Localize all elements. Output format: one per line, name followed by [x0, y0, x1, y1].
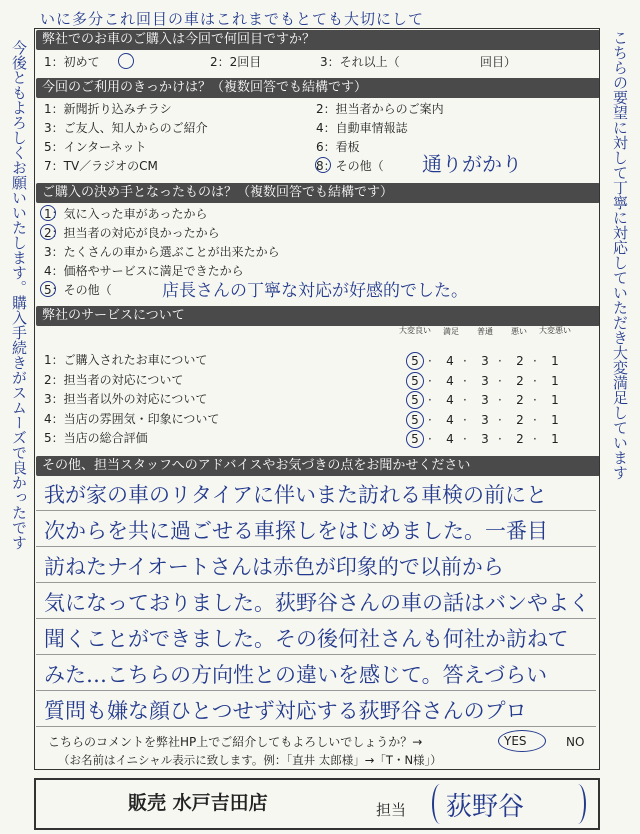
rating-option[interactable]: 4	[446, 393, 454, 407]
comment-line: 質問も嫌な顔ひとつせず対応する荻野谷さんのプロ	[44, 699, 527, 723]
q1-option-3[interactable]: 3：それ以上（	[320, 55, 400, 69]
consent-question: こちらのコメントを弊社HP上でご紹介してもよろしいでしょうか？→	[48, 735, 423, 749]
q2-option-3[interactable]: 3：ご友人、知人からのご紹介	[44, 121, 208, 135]
scale-separator: ·	[498, 432, 502, 446]
right-margin-handwritten-note: こちらの要望に対して丁寧に対応していただき大変満足しています	[611, 30, 629, 480]
scale-separator: ·	[428, 373, 432, 388]
q1-title: 弊社でのお車のご購入は今回で何回目ですか？	[36, 30, 600, 50]
rating-option[interactable]: 1	[551, 393, 559, 407]
scale-separator: ·	[498, 373, 502, 388]
form-frame	[34, 28, 600, 770]
scale-separator: ·	[498, 412, 502, 427]
rating-option[interactable]: 1	[551, 412, 559, 427]
q3-option-3[interactable]: 3：たくさんの車から選ぶことが出来たから	[44, 245, 280, 259]
rating-option[interactable]: 5	[406, 352, 424, 370]
rating-item-label: 4：当店の雰囲気・印象について	[44, 411, 220, 426]
top-handwritten-note: いに多分これ回目の車はこれまでもとても大切にして	[40, 10, 425, 28]
q2-other-answer: 通りがかり	[422, 152, 522, 176]
scale-separator: ·	[498, 393, 502, 407]
staff-label: 担当	[376, 801, 407, 819]
scale-separator: ·	[498, 354, 502, 368]
scale-separator: ·	[463, 354, 467, 368]
q1-option-1[interactable]: 1：初めて	[44, 54, 100, 70]
q3-option-1[interactable]: 1：気に入った車があったから	[44, 206, 208, 222]
rating-item-label: 5：当店の総合評価	[44, 431, 148, 445]
rating-item-label: 3：担当者以外の対応について	[44, 392, 208, 406]
q3-option-5[interactable]: 5：その他（	[44, 282, 112, 298]
q2-option-8[interactable]: 8：その他（	[316, 159, 384, 173]
q3-option-2[interactable]: 2：担当者の対応が良かったから	[44, 225, 220, 241]
store-name: 販売 水戸吉田店	[128, 792, 268, 814]
staff-bracket-right	[570, 784, 586, 824]
comment-line: 訪ねたナイオートさんは赤色が印象的で以前から	[44, 555, 504, 579]
scale-separator: ·	[463, 373, 467, 388]
q3-option-4[interactable]: 4：価格やサービスに満足できたから	[44, 264, 244, 278]
rating-option[interactable]: 3	[481, 373, 489, 388]
scale-separator: ·	[463, 412, 467, 427]
comment-line: 気になっておりました。荻野谷さんの車の話はバンやよく	[44, 591, 590, 615]
q2-title: 今回のご利用のきっかけは？（複数回答でも結構です）	[36, 78, 600, 98]
rating-option[interactable]: 2	[516, 432, 524, 446]
rating-item-label: 1：ご購入されたお車について	[44, 353, 208, 367]
scale-header-0: 大変良い	[399, 326, 431, 335]
q3-other-answer: 店長さんの丁寧な対応が好感的でした。	[162, 281, 468, 301]
left-margin-handwritten-note: 今後ともよろしくお願いいたします。購入手続きがスムーズで良かったです	[10, 40, 28, 550]
scale-separator: ·	[533, 412, 537, 427]
consent-no[interactable]: NO	[566, 735, 585, 749]
comment-line: みた…こちらの方向性との違いを感じて。答えづらい	[44, 663, 548, 687]
rating-option[interactable]: 4	[446, 373, 454, 388]
rating-option[interactable]: 5	[406, 391, 424, 409]
rating-option[interactable]: 3	[481, 354, 489, 368]
q2-option-5[interactable]: 5：インターネット	[44, 140, 147, 154]
q3-title: ご購入の決め手となったものは？（複数回答でも結構です）	[36, 183, 600, 203]
rating-option[interactable]: 2	[516, 412, 524, 427]
scale-separator: ·	[533, 432, 537, 446]
scale-separator: ·	[533, 393, 537, 407]
q1-option-2[interactable]: 2：2回目	[210, 55, 262, 69]
rating-option[interactable]: 5	[406, 430, 424, 448]
scale-separator: ·	[428, 412, 432, 427]
staff-bracket-left	[432, 784, 448, 824]
rating-option[interactable]: 2	[516, 393, 524, 407]
scale-header-4: 大変悪い	[539, 326, 571, 335]
consent-note: （お名前はイニシャル表示に致します。例：「直井 太郎様」→「T・N様」）	[58, 753, 442, 767]
comment-line: 聞くことができました。その後何社さんも何社か訪ねて	[44, 627, 569, 651]
rating-option[interactable]: 1	[551, 432, 559, 446]
scale-separator: ·	[533, 373, 537, 388]
q2-option-4[interactable]: 4：自動車情報誌	[316, 121, 408, 135]
scale-separator: ·	[428, 393, 432, 407]
q4-title: 弊社のサービスについて	[36, 306, 600, 326]
q2-option-1[interactable]: 1：新聞折り込みチラシ	[44, 102, 172, 116]
rating-option[interactable]: 5	[406, 411, 424, 429]
rating-option[interactable]: 4	[446, 354, 454, 368]
q2-option-6[interactable]: 6：看板	[316, 140, 360, 154]
scale-separator: ·	[463, 393, 467, 407]
scale-header-3: 悪い	[511, 327, 527, 336]
scale-header-2: 普通	[477, 327, 493, 336]
rating-option[interactable]: 1	[551, 354, 559, 368]
consent-yes[interactable]: YES	[504, 733, 527, 749]
rating-option[interactable]: 2	[516, 373, 524, 388]
q2-option-7[interactable]: 7：TV／ラジオのCM	[44, 159, 158, 173]
rating-option[interactable]: 4	[446, 432, 454, 446]
scale-separator: ·	[428, 432, 432, 446]
comment-line: 我が家の車のリタイアに伴いまた訪れる車検の前にと	[44, 483, 547, 507]
staff-name: 荻野谷	[446, 792, 525, 822]
q1-option-3-suffix: 回目）	[480, 55, 517, 69]
rating-option[interactable]: 4	[446, 412, 454, 427]
rating-option[interactable]: 3	[481, 412, 489, 427]
q5-title: その他、担当スタッフへのアドバイスやお気づきの点をお聞かせください	[36, 456, 600, 476]
scale-separator: ·	[533, 354, 537, 368]
rating-option[interactable]: 1	[551, 373, 559, 388]
rating-item-label: 2：担当者の対応について	[44, 372, 184, 387]
rating-option[interactable]: 5	[406, 372, 424, 390]
scale-separator: ·	[428, 354, 432, 368]
q2-option-2[interactable]: 2：担当者からのご案内	[316, 102, 444, 116]
rating-option[interactable]: 3	[481, 432, 489, 446]
comment-line: 次からを共に過ごせる車探しをはじめました。一番目	[44, 519, 548, 543]
rating-option[interactable]: 2	[516, 354, 524, 368]
rating-option[interactable]: 3	[481, 393, 489, 407]
scale-separator: ·	[463, 432, 467, 446]
scale-header-1: 満足	[443, 327, 459, 336]
